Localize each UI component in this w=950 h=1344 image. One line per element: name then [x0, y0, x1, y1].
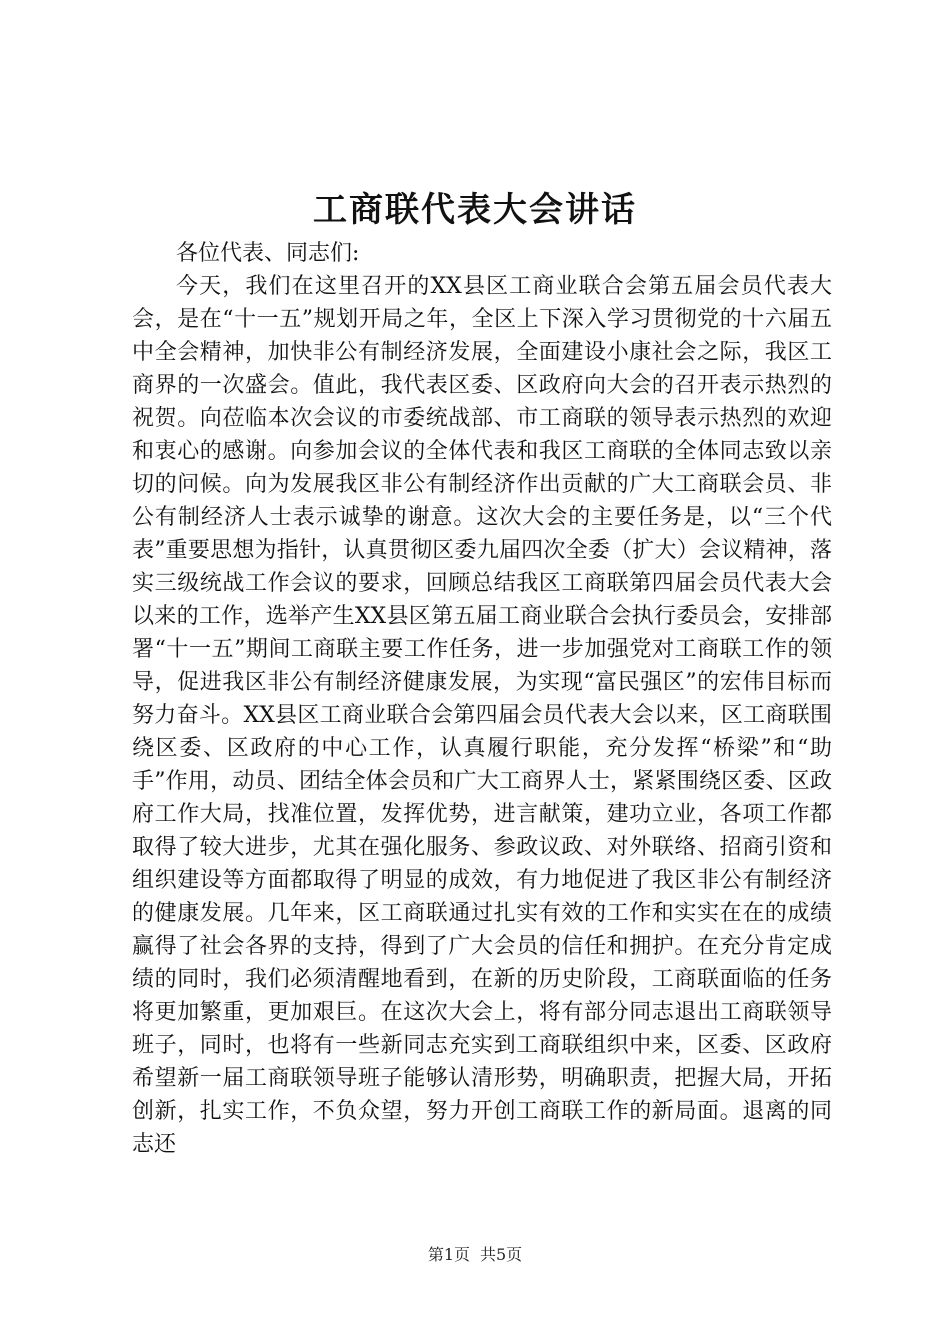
body-paragraph: 今天，我们在这里召开的XX县区工商业联合会第五届会员代表大会，是在“十一五”规划开局之年，全区上下深入学习贯彻党的十六届五中全会精神，加快非公有制经济发展，全面建设小康社会之际，我区工商界的一次盛会。值此，我代表区委、区政府向大会的召开表示热烈的祝贺。向莅临本次会议的市委统战部、市工商联的领导表示热烈的欢迎和衷心的感谢。向参加会议的全体代表和我区工商联的全体同志致以亲切的问候。向为发展我区非公有制经济作出贡献的广大工商联会员、非公有制经济人士表示诚挚的谢意。这次大会的主要任务是，以“三个代表”重要思想为指针，认真贯彻区委九届四次全委（扩大）会议精神，落实三级统战工作会议的要求，回顾总结我区工商联第四届会员代表大会以来的工作，选举产生XX县区第五届工商业联合会执行委员会，安排部署“十一五”期间工商联主要工作任务，进一步加强党对工商联工作的领导，促进我区非公有制经济健康发展，为实现“富民强区”的宏伟目标而努力奋斗。XX县区工商业联合会第四届会员代表大会以来，区工商联围绕区委、区政府的中心工作，认真履行职能，充分发挥“桥梁”和“助手”作用，动员、团结全体会员和广大工商界人士，紧紧围绕区委、区政府工作大局，找准位置，发挥优势，进言献策，建功立业，各项工作都取得了较大进步，尤其在强化服务、参政议政、对外联络、招商引资和组织建设等方面都取得了明显的成效，有力地促进了我区非公有制经济的健康发展。几年来，区工商联通过扎实有效的工作和实实在在的成绩赢得了社会各界的支持，得到了广大会员的信任和拥护。在充分肯定成绩的同时，我们必须清醒地看到，在新的历史阶段，工商联面临的任务将更加繁重，更加艰巨。在这次大会上，将有部分同志退出工商联领导班子，同时，也将有一些新同志充实到工商联组织中来，区委、区政府希望新一届工商联领导班子能够认清形势，明确职责，把握大局，开拓创新，扎实工作，不负众望，努力开创工商联工作的新局面。退离的同志还: [132, 274, 832, 1157]
document-title: 工商联代表大会讲话: [313, 190, 637, 230]
salutation: 各位代表、同志们:: [176, 241, 360, 266]
page-total: 共5页: [480, 1245, 523, 1264]
page-number: 第1页: [427, 1245, 470, 1264]
page-footer: [0, 1244, 950, 1266]
document-body: [132, 237, 832, 1161]
